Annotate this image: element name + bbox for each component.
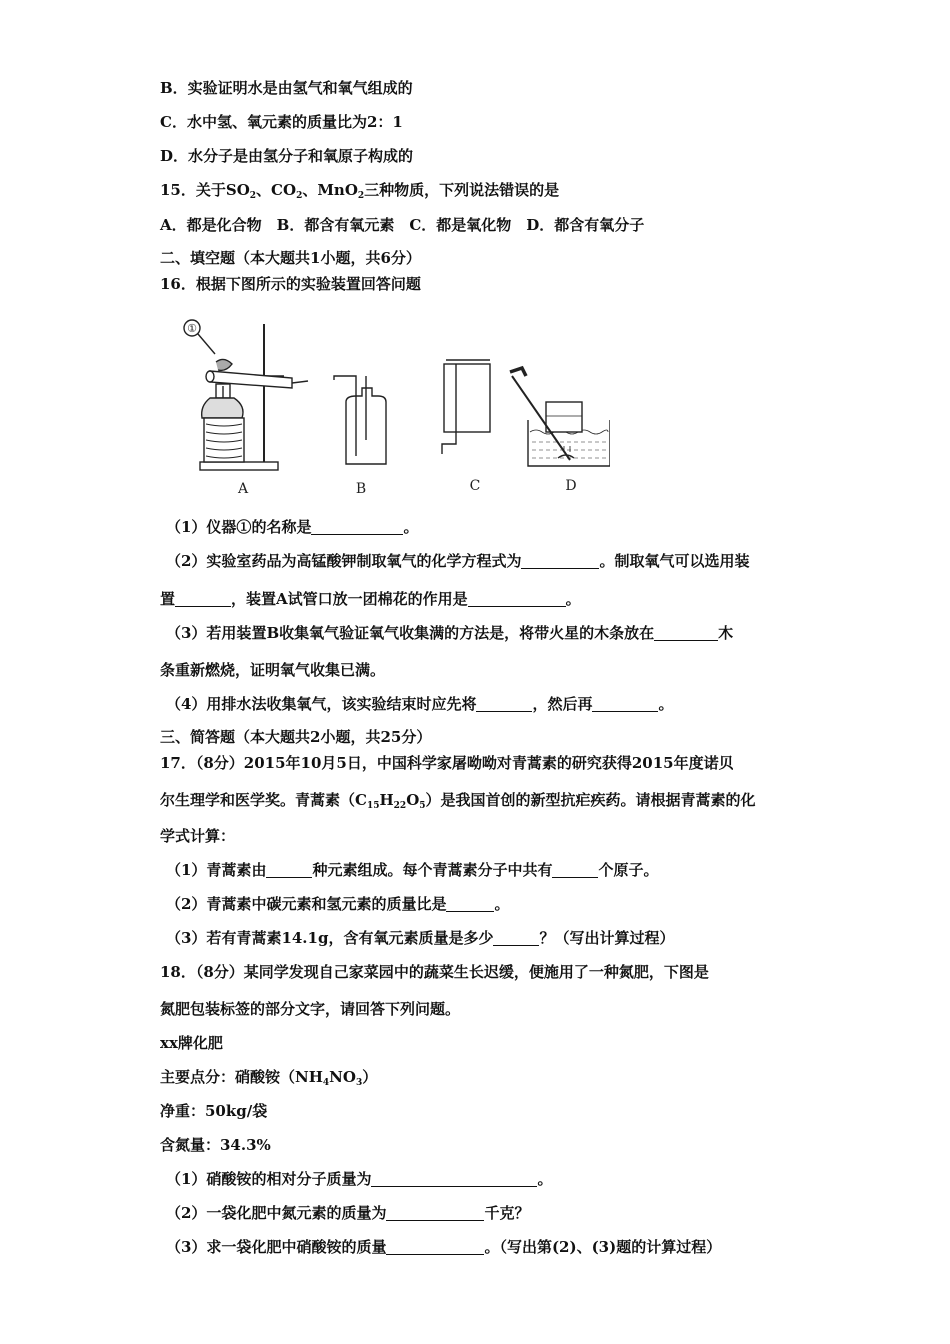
q14-option-d: D．水分子是由氢分子和氧原子构成的 (160, 147, 414, 165)
q17-part1: （1）青蒿素由 种元素组成。每个青蒿素分子中共有 个原子。 (166, 861, 659, 879)
q18-label-brand: xx牌化肥 (160, 1034, 223, 1052)
q16-part2-cont: 置 ，装置A试管口放一团棉花的作用是 。 (160, 590, 581, 608)
answer-blank[interactable] (371, 1172, 537, 1187)
q17-part3: （3）若有青蒿素14.1g，含有氧元素质量是多少 ？（写出计算过程） (166, 929, 675, 947)
q16-part1: （1）仪器①的名称是 。 (166, 518, 419, 536)
q14-option-c: C．水中氢、氧元素的质量比为2：1 (160, 113, 403, 131)
answer-blank[interactable] (476, 697, 532, 712)
answer-blank[interactable] (654, 626, 718, 641)
apparatus-d (510, 368, 610, 494)
q18-part2: （2）一袋化肥中氮元素的质量为 千克？ (166, 1204, 530, 1222)
q14-option-b: B．实验证明水是由氢气和氧气组成的 (160, 79, 413, 97)
section3-heading: 三、简答题（本大题共2小题，共25分） (160, 728, 432, 746)
q18-label-weight: 净重：50kg/袋 (160, 1102, 268, 1120)
apparatus-figure (180, 316, 610, 500)
label-c: C (469, 478, 481, 494)
q18-stem-line1: 18．（8分）某同学发现自己家菜园中的蔬菜生长迟缓，便施用了一种氮肥，下图是 (160, 963, 709, 981)
apparatus-b (334, 376, 386, 497)
answer-blank[interactable] (266, 863, 312, 878)
answer-blank[interactable] (493, 931, 539, 946)
answer-blank[interactable] (468, 592, 566, 607)
apparatus-a (184, 320, 308, 497)
q16-part2: （2）实验室药品为高锰酸钾制取氧气的化学方程式为 。制取氧气可以选用装 (166, 552, 750, 570)
q16-part3: （3）若用装置B收集氧气验证氧气收集满的方法是，将带火星的木条放在 木 (166, 624, 734, 642)
q16-stem: 16．根据下图所示的实验装置回答问题 (160, 275, 421, 293)
q18-label-nitrogen: 含氮量：34.3% (160, 1136, 271, 1154)
marker-label: ① (187, 322, 197, 335)
section2-heading: 二、填空题（本大题共1小题，共6分） (160, 249, 421, 267)
apparatus-c (442, 360, 490, 494)
answer-blank[interactable] (386, 1206, 484, 1221)
q15-stem: 15．关于$SO_2$、$CO_2$、MnO$_2$三种物质，下列说法错误的是 (160, 181, 560, 201)
answer-blank[interactable] (592, 697, 658, 712)
answer-blank[interactable] (386, 1240, 484, 1255)
q16-part3-cont: 条重新燃烧，证明氧气收集已满。 (160, 661, 386, 679)
q18-stem-line2: 氮肥包装标签的部分文字，请回答下列问题。 (160, 1000, 461, 1018)
answer-blank[interactable] (521, 554, 599, 569)
q15-options: A．都是化合物 B．都含有氧元素 C．都是氧化物 D．都含有氧分子 (160, 216, 645, 234)
answer-blank[interactable] (446, 897, 494, 912)
q17-stem-line2: 尔生理学和医学奖。青蒿素$(C_{15}H_{22}O_5)$是我国首创的新型抗疟疾药。请根据青蒿素的化 (160, 791, 756, 811)
label-a: A (237, 481, 249, 497)
q17-stem-line3: 学式计算： (160, 827, 236, 845)
q18-label-ingredient: 主要点分：硝酸铵$(NH_4NO_3)$ (160, 1068, 378, 1088)
answer-blank[interactable] (175, 592, 231, 607)
q16-part4: （4）用排水法收集氧气，该实验结束时应先将 ，然后再 。 (166, 695, 674, 713)
q17-part2: （2）青蒿素中碳元素和氢元素的质量比是 。 (166, 895, 510, 913)
q18-part3: （3）求一袋化肥中硝酸铵的质量 。（写出第(2)、(3)题的计算过程） (166, 1238, 722, 1256)
answer-blank[interactable] (552, 863, 598, 878)
q18-part1: （1）硝酸铵的相对分子质量为 。 (166, 1170, 553, 1188)
label-d: D (565, 478, 577, 494)
q17-stem-line1: 17．（8分）2015年10月5日，中国科学家屠呦呦对青蒿素的研究获得2015年度诺贝 (160, 754, 734, 772)
answer-blank[interactable] (311, 520, 403, 535)
label-b: B (355, 481, 367, 497)
